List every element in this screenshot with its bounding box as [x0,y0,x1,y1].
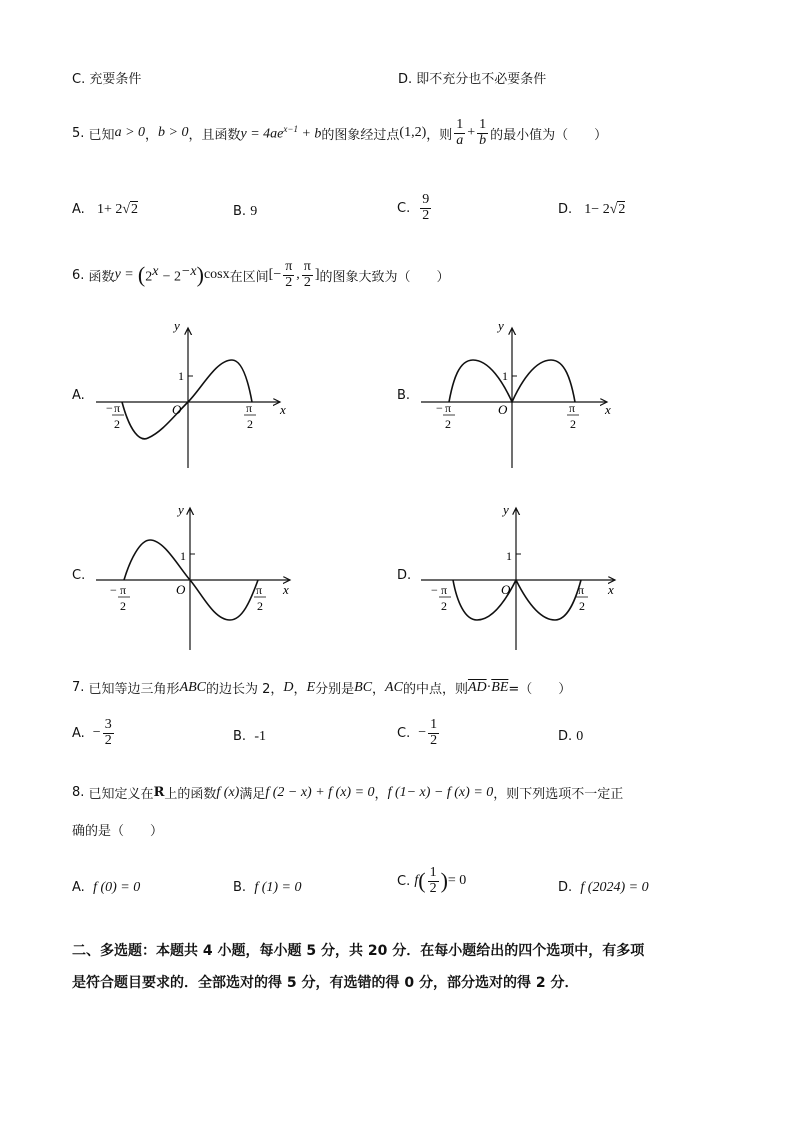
y-label: y [498,320,504,333]
origin-label: O [501,582,511,597]
q7-option-a: A. − $\frac{3}{2}$ [72,717,112,748]
q5-option-a-radicand: 2 [131,202,139,217]
q5-text-4: ，则 [426,127,453,143]
q6-label-a: A. [72,388,85,403]
q5-option-a: A. 1+ 2√2 [72,202,139,217]
q8-option-b: B. f (1) = 0 [233,880,302,895]
origin-label: O [498,402,508,417]
pi-label: π [445,401,452,415]
q5-option-b: B. 9 [233,204,258,219]
neg-sign: − [106,401,113,415]
q6-label-c: C. [72,568,86,583]
q4-option-c: C. 充要条件 [72,72,142,87]
two-label: 2 [570,417,576,431]
pi-label: π [578,583,585,597]
q6-graph-c [90,500,300,652]
q5-option-d-radicand: 2 [618,202,626,217]
q6-graph-b [415,320,625,470]
q7-vector-ad: $\overline{AD}$ [467,679,487,695]
x-label: x [280,402,286,417]
one-label: 1 [178,369,184,383]
pi-label: π [569,401,576,415]
two-label: 2 [441,599,447,613]
q5-sep: ， [145,127,159,143]
q6-stem: 6. 函数 y = ( 2$^x$ − $2^{-x}$ ) cosx 在区间 [− $\frac{\pi}{2}$ , $\frac{\pi}{2}$ ] 的图象大致为（ ） [72,259,450,290]
two-label: 2 [120,599,126,613]
q5-point: (1,2) [399,125,427,141]
q8-option-c-frac: $\frac{1}{2}$ [429,865,437,896]
q6-frac-pi-2-b: $\frac{\pi}{2}$ [303,259,311,290]
y-label: y [174,320,180,333]
two-label: 2 [247,417,253,431]
q8-option-c: C. f ( $\frac{1}{2}$ ) = 0 [397,865,467,896]
q8-stem-line-2: 确的是（ ） [72,824,164,839]
y-label: y [503,502,509,517]
q7-stem: 7. 已知等边三角形 ABC 的边长为 2， D ， E 分别是 BC ， AC 的中点，则 $\overline{AD}$ · $\overline{BE}$ =（ ） [72,679,572,697]
two-label: 2 [445,417,451,431]
pi-label: π [120,583,127,597]
curve [453,580,581,620]
q5-cond-a: a > 0 [114,125,146,141]
section-2-line-1: 二、多选题：本题共 4 小题，每小题 5 分，共 20 分．在每小题给出的四个选项中，有多项 [72,943,645,959]
q7-option-b: B. -1 [233,729,266,744]
q8-option-d: D. f (2024) = 0 [558,880,649,895]
q6-graph-d [415,500,625,652]
q7-option-c-frac: $\frac{1}{2}$ [430,717,438,748]
q6-label-d: D. [397,568,412,583]
q5-text-3: 的图象经过点 [321,127,400,143]
pi-label: π [114,401,121,415]
two-label: 2 [257,599,263,613]
neg-sign: − [110,583,117,597]
q5-option-d: D. 1− 2√2 [558,202,626,217]
x-label: x [605,402,611,417]
curve [122,360,252,439]
q5-func: $y = 4ae^{x-1} + b$ [240,123,322,142]
q5-cond-b: b > 0 [158,125,189,141]
pi-label: π [246,401,253,415]
q7-option-a-frac: $\frac{3}{2}$ [104,717,112,748]
neg-sign: − [431,583,438,597]
q8-option-a: A. f (0) = 0 [72,880,141,895]
one-label: 1 [502,369,508,383]
x-label: x [608,582,614,597]
q6-base-2: − $2^{-x}$ [162,264,197,286]
q5-text-1: 已知 [88,127,115,143]
origin-label: O [172,402,182,417]
q5-text-2: ，且函数 [188,127,241,143]
q5-number: 5. [72,125,85,141]
two-label: 2 [579,599,585,613]
q5-stem [72,118,607,148]
y-label: y [178,502,184,517]
q7-option-d: D. 0 [558,729,584,744]
q5-option-c: C. $\frac{9}{2}$ [397,192,430,223]
q7-option-c: C. − $\frac{1}{2}$ [397,717,438,748]
pi-label: π [441,583,448,597]
q5-frac-1-over-b: $\frac{1}{b}$ [479,117,487,148]
q5-plus: + [467,125,476,141]
section-2-line-2: 是符合题目要求的．全部选对的得 5 分，有选错的得 0 分，部分选对的得 2 分． [72,975,579,991]
x-label: x [283,582,289,597]
q8-stem-line-1: 8. 已知定义在 R 上的函数 f (x) 满足 f (2 − x) + f (x) = 0 ， f (1− x) − f (x) = 0 ，则下列选项不一定正 [72,784,624,802]
q4-option-d: D. 即不充分也不必要条件 [398,72,547,87]
q5-frac-1-over-a: $\frac{1}{a}$ [456,117,464,148]
q6-label-b: B. [397,388,411,403]
one-label: 1 [506,549,512,563]
q6-base-1: 2$^x$ [145,264,159,286]
pi-label: π [256,583,263,597]
q6-frac-pi-2-a: $\frac{\pi}{2}$ [285,259,293,290]
q7-vector-be: $\overline{BE}$ [491,679,509,695]
neg-sign: − [436,401,443,415]
one-label: 1 [180,549,186,563]
q5-text-5: 的最小值为（ ） [490,127,608,143]
q5-option-c-frac: $\frac{9}{2}$ [422,192,430,223]
q6-graph-a [90,320,300,470]
two-label: 2 [114,417,120,431]
origin-label: O [176,582,186,597]
